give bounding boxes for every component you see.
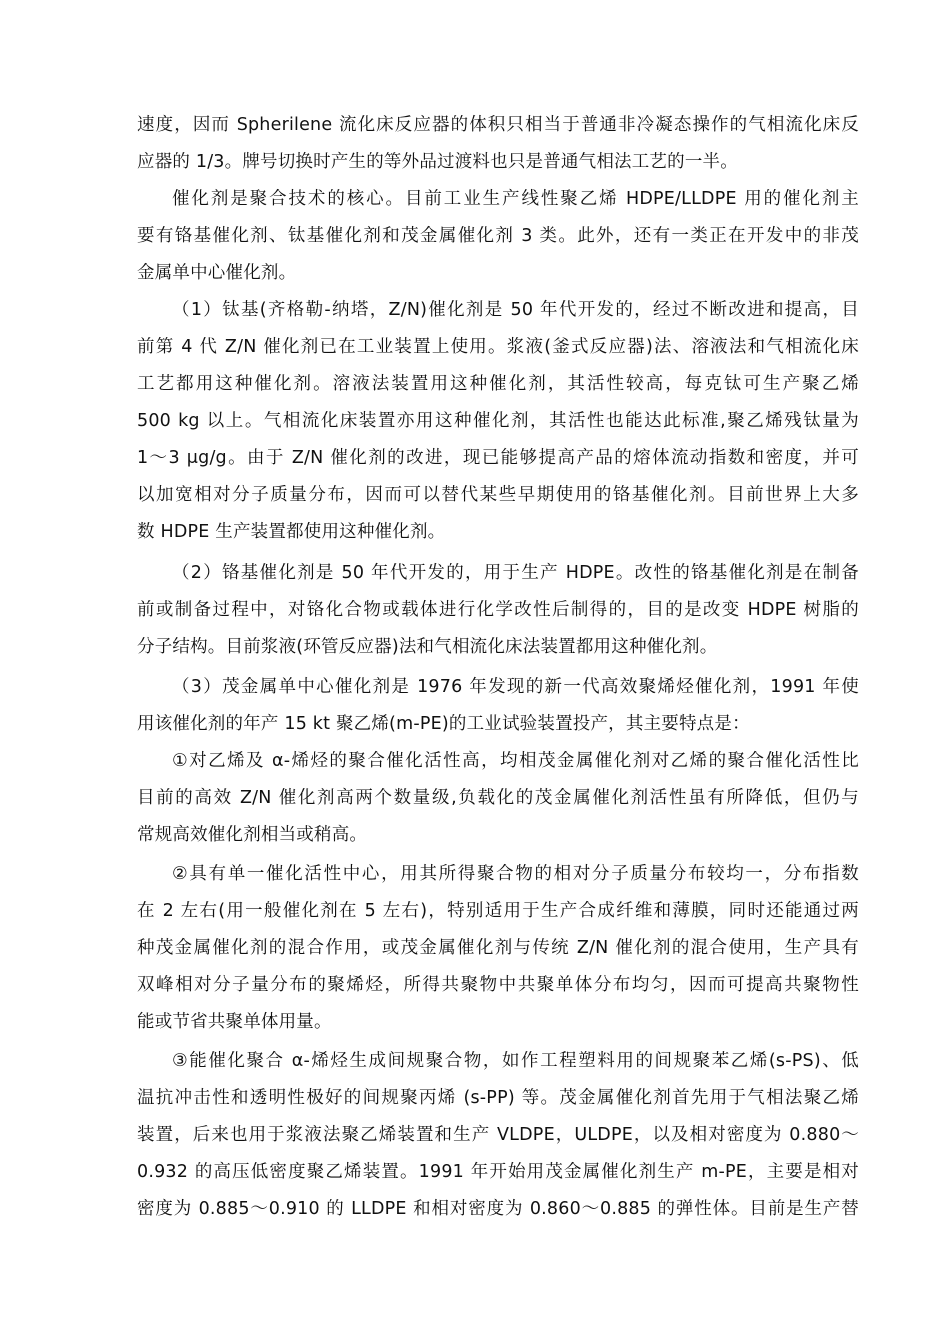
text-line: 目前的高效 Z/N 催化剂高两个数量级,负载化的茂金属催化剂活性虽有所降低，但仍与 <box>137 788 859 808</box>
text-line: 分子结构。目前浆液(环管反应器)法和气相流化床法装置都用这种催化剂。 <box>137 637 718 657</box>
text-line: 工艺都用这种催化剂。溶液法装置用这种催化剂，其活性较高，每克钛可生产聚乙烯 <box>137 374 859 394</box>
text-line: 前或制备过程中，对铬化合物或载体进行化学改性后制得的，目的是改变 HDPE 树脂的 <box>137 600 859 620</box>
text-line: 金属单中心催化剂。 <box>137 263 297 283</box>
text-line: 前第 4 代 Z/N 催化剂已在工业装置上使用。浆液(釜式反应器)法、溶液法和气相流化床 <box>137 337 859 357</box>
text-line: 速度，因而 Spherilene 流化床反应器的体积只相当于普通非冷凝态操作的气相流化床反 <box>137 115 859 135</box>
text-line: 催化剂是聚合技术的核心。目前工业生产线性聚乙烯 HDPE/LLDPE 用的催化剂主 <box>172 189 859 209</box>
text-line: ①对乙烯及 α-烯烃的聚合催化活性高，均相茂金属催化剂对乙烯的聚合催化活性比 <box>172 751 859 771</box>
text-line: 用该催化剂的年产 15 kt 聚乙烯(m-PE)的工业试验装置投产，其主要特点是： <box>137 714 750 734</box>
text-line: 应器的 1/3。牌号切换时产生的等外品过渡料也只是普通气相法工艺的一半。 <box>137 152 738 172</box>
text-line: 温抗冲击性和透明性极好的间规聚丙烯 (s-PP) 等。茂金属催化剂首先用于气相法聚乙烯 <box>137 1088 859 1108</box>
text-line: （2）铬基催化剂是 50 年代开发的，用于生产 HDPE。改性的铬基催化剂是在制备 <box>172 563 859 583</box>
text-line: 1～3 μg/g。由于 Z/N 催化剂的改进，现已能够提高产品的熔体流动指数和密度，并可 <box>137 448 859 468</box>
text-line: ②具有单一催化活性中心，用其所得聚合物的相对分子质量分布较均一，分布指数 <box>172 864 859 884</box>
text-line: ③能催化聚合 α-烯烃生成间规聚合物，如作工程塑料用的间规聚苯乙烯(s-PS)、低 <box>172 1051 859 1071</box>
text-line: （1）钛基(齐格勒-纳塔，Z/N)催化剂是 50 年代开发的，经过不断改进和提高，目 <box>172 300 859 320</box>
text-line: 双峰相对分子量分布的聚烯烃，所得共聚物中共聚单体分布均匀，因而可提高共聚物性 <box>137 975 859 995</box>
text-line: 0.932 的高压低密度聚乙烯装置。1991 年开始用茂金属催化剂生产 m-PE，主要是相对 <box>137 1162 859 1182</box>
text-line: 数 HDPE 生产装置都使用这种催化剂。 <box>137 522 446 542</box>
text-line: 500 kg 以上。气相流化床装置亦用这种催化剂，其活性也能达此标准,聚乙烯残钛量为 <box>137 411 859 431</box>
text-line: 装置，后来也用于浆液法聚乙烯装置和生产 VLDPE，ULDPE，以及相对密度为 0.880～ <box>137 1125 859 1145</box>
text-line: 常规高效催化剂相当或稍高。 <box>137 825 368 845</box>
text-line: （3）茂金属单中心催化剂是 1976 年发现的新一代高效聚烯烃催化剂，1991 年使 <box>172 677 859 697</box>
text-line: 密度为 0.885～0.910 的 LLDPE 和相对密度为 0.860～0.885 的弹性体。目前是生产替 <box>137 1199 859 1219</box>
text-line: 以加宽相对分子质量分布，因而可以替代某些早期使用的铬基催化剂。目前世界上大多 <box>137 485 859 505</box>
text-line: 能或节省共聚单体用量。 <box>137 1012 332 1032</box>
text-line: 种茂金属催化剂的混合作用，或茂金属催化剂与传统 Z/N 催化剂的混合使用，生产具有 <box>137 938 859 958</box>
text-line: 要有铬基催化剂、钛基催化剂和茂金属催化剂 3 类。此外，还有一类正在开发中的非茂 <box>137 226 859 246</box>
text-line: 在 2 左右(用一般催化剂在 5 左右)，特别适用于生产合成纤维和薄膜，同时还能通过两 <box>137 901 859 921</box>
